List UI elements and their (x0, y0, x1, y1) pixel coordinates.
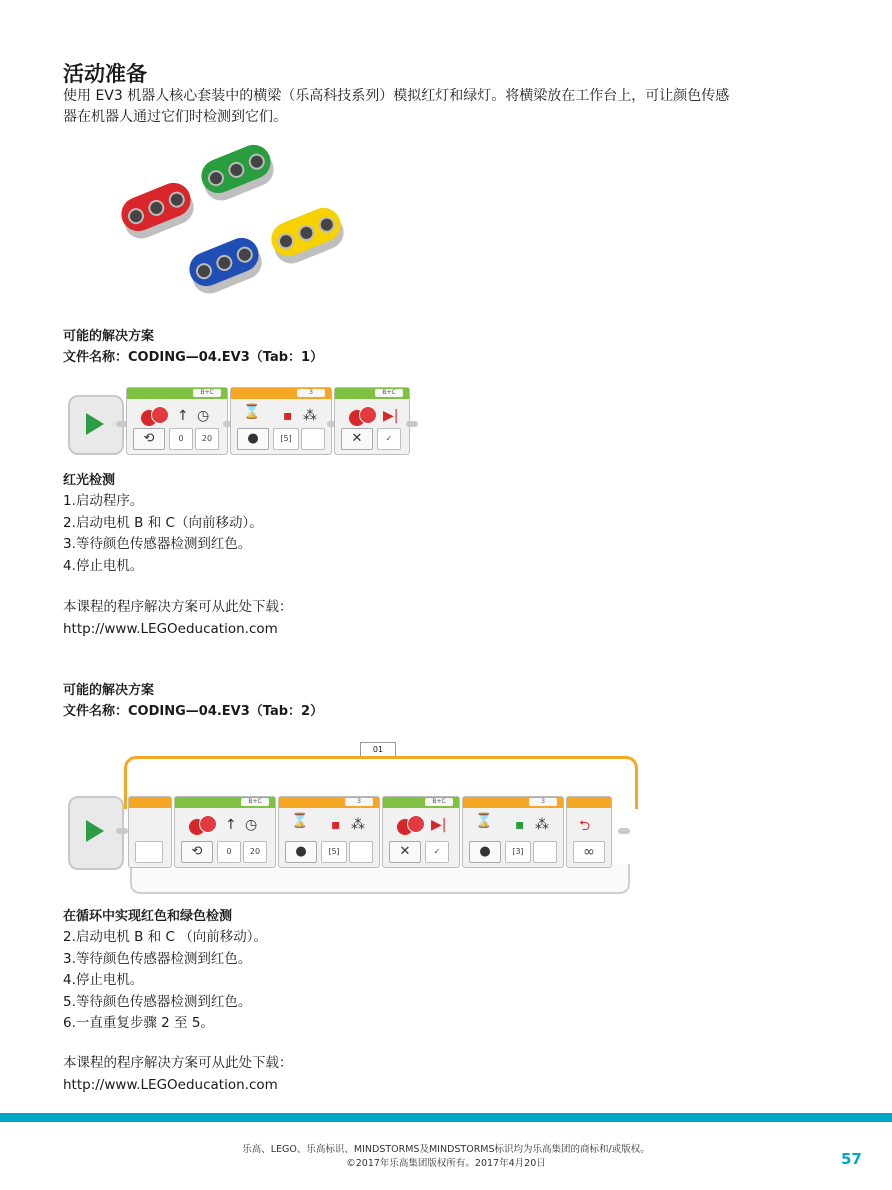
step-item: 1.启动程序。 (63, 493, 144, 509)
solution2-download (63, 1053, 293, 1096)
sensor-icon: ⁂ (303, 408, 317, 424)
sensor-icon: ⁂ (535, 817, 549, 833)
step-item: 5.等待颜色传感器检测到红色。 (63, 993, 252, 1010)
step-item: 3.等待颜色传感器检测到红色。 (63, 950, 252, 967)
motor-port-label-2: B+C (425, 798, 453, 806)
download-text: 本课程的程序解决方案可从此处下载： (63, 1055, 293, 1071)
step-item: 3.等待颜色传感器检测到红色。 (63, 536, 252, 552)
green-beam (196, 140, 275, 198)
compare-input[interactable] (301, 428, 325, 450)
mode-selector[interactable]: ● (469, 841, 501, 863)
step-item: 4.停止电机。 (63, 557, 144, 574)
wait-color-block (230, 387, 332, 455)
hourglass-icon: ⌛ (291, 813, 309, 829)
mode-selector[interactable]: ⟲ (133, 428, 165, 450)
solution2-steps (63, 927, 267, 1035)
program-2 (68, 740, 648, 900)
play-icon (86, 413, 104, 435)
start-block (68, 796, 124, 870)
solution1-download (63, 597, 293, 640)
download-link[interactable]: http://www.LEGOeducation.com (63, 620, 278, 637)
loop-name-label: 01 (360, 742, 396, 758)
large-motor-icon (397, 815, 423, 835)
step-item: 4.停止电机。 (63, 972, 144, 988)
solution2-filename: 文件名称：CODING—04.EV3（Tab：2） (63, 704, 324, 719)
brake-input[interactable]: ✓ (425, 841, 449, 863)
color-dot-icon: ▪ (331, 817, 341, 833)
brake-input[interactable]: ✓ (377, 428, 401, 450)
color-value-input[interactable]: [5] (321, 841, 347, 863)
loop-infinite-mode[interactable]: ∞ (573, 841, 605, 863)
move-tank-block (126, 387, 228, 455)
gauge-icon: ◷ (245, 817, 258, 833)
steering-input[interactable]: 0 (217, 841, 241, 863)
arrow-up-icon: ↑ (225, 817, 237, 833)
solution1-label (63, 326, 323, 368)
solution1-steps (63, 491, 263, 577)
motor-port-label: B+C (241, 798, 269, 806)
loop-return-icon: ⮌ (579, 818, 591, 834)
footer-copyright: ©2017年乐高集团版权所有。2017年4月20日 (346, 1158, 546, 1169)
solution2-heading: 在循环中实现红色和绿色检测 (63, 909, 233, 924)
large-motor-icon (189, 815, 215, 835)
loop-start-block (128, 796, 172, 868)
red-beam (116, 178, 195, 236)
play-icon (86, 820, 104, 842)
color-value-input[interactable]: [5] (273, 428, 299, 450)
large-motor-icon (349, 406, 375, 426)
gauge-icon: ◷ (197, 408, 210, 424)
page-title: 活动准备 (63, 62, 147, 86)
mode-selector[interactable]: ● (285, 841, 317, 863)
step-item: 2.启动电机 B 和 C（向前移动）。 (63, 514, 263, 531)
arrow-up-icon: ↑ (177, 408, 189, 424)
loop-bottom (130, 864, 630, 894)
download-text: 本课程的程序解决方案可从此处下载： (63, 599, 293, 615)
large-motor-icon (141, 406, 167, 426)
solution1-title: 可能的解决方案 (63, 329, 155, 344)
solution1-heading: 红光检测 (63, 473, 116, 488)
off-mode[interactable]: ✕ (389, 841, 421, 863)
color-dot-icon: ▪ (283, 408, 293, 424)
power-input[interactable]: 20 (195, 428, 219, 450)
wait-color-block (278, 796, 380, 868)
wait-color-block-2 (462, 796, 564, 868)
motor-port-label-2: B+C (375, 389, 403, 397)
step-item: 6.一直重复步骤 2 至 5。 (63, 1015, 214, 1031)
blue-beam (184, 233, 263, 291)
loop-mode-input[interactable] (135, 841, 163, 863)
step-item: 2.启动电机 B 和 C （向前移动）。 (63, 929, 267, 945)
download-link[interactable]: http://www.LEGOeducation.com (63, 1076, 278, 1093)
mode-selector[interactable]: ● (237, 428, 269, 450)
yellow-beam (266, 203, 345, 261)
beams-illustration (110, 140, 360, 310)
color-value-input-2[interactable]: [3] (505, 841, 531, 863)
off-mode[interactable]: ✕ (341, 428, 373, 450)
hourglass-icon: ⌛ (475, 813, 493, 829)
power-input[interactable]: 20 (243, 841, 267, 863)
stop-icon: ▶| (383, 408, 399, 424)
stop-motor-block (382, 796, 460, 868)
solution2-label (63, 680, 323, 722)
sensor-port-label: 3 (345, 798, 373, 806)
program-1 (68, 381, 418, 461)
steering-input[interactable]: 0 (169, 428, 193, 450)
page-number: 57 (841, 1150, 862, 1168)
footer-bar (0, 1113, 892, 1122)
compare-input[interactable] (533, 841, 557, 863)
sensor-port-label-2: 3 (529, 798, 557, 806)
sensor-icon: ⁂ (351, 817, 365, 833)
sensor-port-label: 3 (297, 389, 325, 397)
color-dot-icon: ▪ (515, 817, 525, 833)
intro-paragraph: 使用 EV3 机器人核心套装中的横梁（乐高科技系列）模拟红灯和绿灯。将横梁放在工作台上，可让颜色传感器在机器人通过它们时检测到它们。 (63, 88, 730, 125)
stop-icon: ▶| (431, 817, 447, 833)
hourglass-icon: ⌛ (243, 404, 261, 420)
move-tank-block (174, 796, 276, 868)
footer (0, 1143, 892, 1171)
solution1-filename: 文件名称：CODING—04.EV3（Tab：1） (63, 350, 324, 365)
mode-selector[interactable]: ⟲ (181, 841, 213, 863)
footer-trademark: 乐高、LEGO、乐高标识、MINDSTORMS及MINDSTORMS标识均为乐高集团的商标和/或版权。 (242, 1144, 650, 1155)
loop-end-block (566, 796, 612, 868)
stop-motor-block (334, 387, 410, 455)
compare-input[interactable] (349, 841, 373, 863)
solution2-title: 可能的解决方案 (63, 683, 155, 698)
motor-port-label: B+C (193, 389, 221, 397)
